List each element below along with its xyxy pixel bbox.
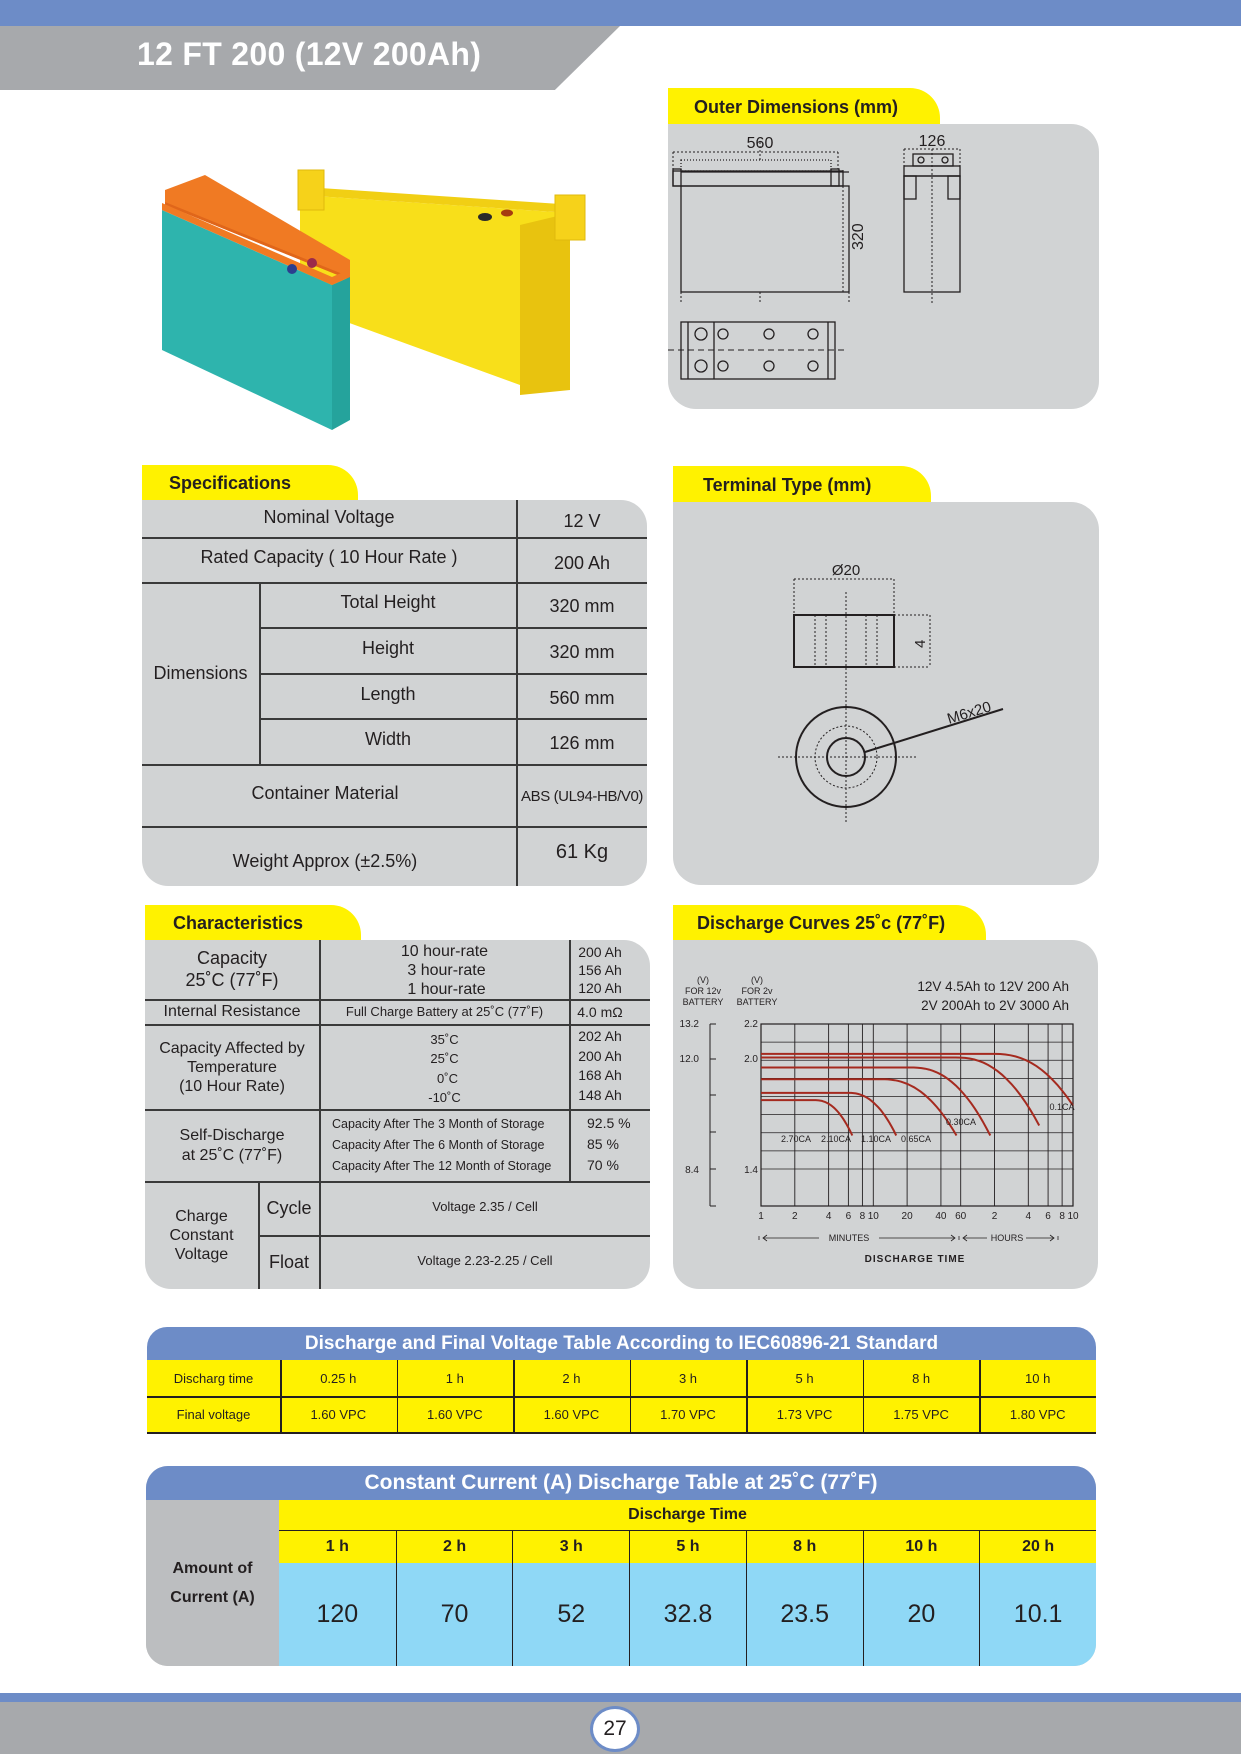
specifications-table [142,500,647,886]
iec-voltage-cell: 1.75 VPC [893,1406,949,1422]
terminal-drawing [673,502,1099,885]
cc-current-cell: 32.8 [629,1563,746,1666]
cc-values-row [279,1563,1096,1666]
weight-label: Weight Approx (±2.5%) [232,850,418,871]
iec-voltage-cell: 1.60 VPC [427,1406,483,1422]
self-discharge-values [570,1110,640,1178]
front-body [681,186,849,292]
cc-current-cell: 10.1 [979,1563,1096,1666]
charge-label-line1: Charge [175,1208,228,1225]
temperature-label-line3: (10 Hour Rate) [179,1078,285,1095]
outer-dimensions-title: Outer Dimensions (mm) [694,96,899,117]
nominal-voltage-value: 12 V [563,510,601,531]
capacity-label [145,944,319,996]
x-tick: 20 [901,1211,913,1222]
iec-row1-label: Discharg time [173,1370,254,1386]
iec-time-cell: 1 h [445,1370,464,1386]
temperature-value: 200 Ah [578,1047,622,1064]
axis12-label-line: BATTERY [682,997,724,1007]
curve-label: 1.10CA [860,1134,892,1144]
cc-current-cell: 120 [316,1600,359,1628]
capacity-value: 200 Ah [578,944,622,960]
self-discharge-condition: Capacity After The 6 Month of Storage [332,1138,545,1152]
nominal-voltage-label: Nominal Voltage [263,506,395,527]
terminal-height-label: 4 [912,639,929,648]
discharge-curves-title: Discharge Curves 25˚c (77˚F) [697,913,946,933]
length-value: 560 mm [549,687,615,708]
terminal-diameter-label: Ø20 [831,562,861,579]
self-discharge-condition: Capacity After The 12 Month of Storage [332,1159,552,1173]
terminal-bolt-label: M6x20 [945,698,994,728]
curve-label: 0.65CA [900,1134,932,1144]
iec-time-cell: 10 h [1025,1370,1051,1386]
temperature-label-line1: Capacity Affected by [159,1040,305,1057]
specifications-title: Specifications [169,473,292,493]
constant-current-table [146,1466,1096,1666]
iec-table-grid [147,1360,1096,1434]
temperature-item: -10˚C [428,1090,461,1105]
weight-value: 61 Kg [555,840,609,863]
terminal-type-title: Terminal Type (mm) [703,474,872,495]
temperature-item: 0˚C [437,1070,458,1086]
x-tick: 2 [792,1211,798,1222]
page-number: 27 [590,1706,640,1752]
top-bar [0,0,1241,26]
height-label: Height [361,637,415,658]
dimensions-label: Dimensions [153,662,248,683]
iec-table-title: Discharge and Final Voltage Table According to IEC60896-21 Standard [147,1327,1096,1360]
cc-hour-cell: 2 h [396,1531,513,1563]
iec-time-cell: 5 h [795,1370,814,1386]
container-material-value: ABS (UL94-HB/V0) [521,787,643,805]
self-discharge-value: 92.5 % [587,1114,631,1131]
x-axis-title: DISCHARGE TIME [864,1254,966,1265]
y12-tick: 8.4 [685,1165,699,1176]
cc-hour-cell: 3 h [512,1531,629,1563]
cc-side-line1: Amount of [172,1560,253,1577]
page-title: 12 FT 200 (12V 200Ah) [137,36,482,72]
hours-label: HOURS [990,1233,1024,1243]
y12-tick: 13.2 [679,1019,699,1030]
temperature-value: 148 Ah [578,1086,622,1103]
temperature-item: 35˚C [430,1031,459,1047]
capacity-label-line2: 25˚C (77˚F) [185,970,279,990]
curve-label: 2.70CA [780,1134,812,1144]
x-tick: 10 [1067,1211,1079,1222]
internal-resistance-condition: Full Charge Battery at 25˚C (77˚F) [345,1004,544,1020]
discharge-curve [761,1079,957,1135]
height-value: 320 mm [549,641,615,662]
charge-label-line3: Voltage [174,1246,229,1263]
x-tick: 60 [955,1211,967,1222]
minutes-label: MINUTES [828,1233,870,1243]
cc-hours-row [279,1531,1096,1563]
characteristics-tab [145,905,361,942]
x-tick: 10 [867,1211,879,1222]
outer-dimensions-drawing [668,124,1099,409]
outer-dimensions-panel [668,124,1099,409]
rated-capacity-value: 200 Ah [553,552,611,573]
iec-row2-label: Final voltage [176,1406,251,1422]
internal-resistance-label: Internal Resistance [163,1003,301,1021]
total-height-value: 320 mm [549,596,615,616]
cc-table-title: Constant Current (A) Discharge Table at 25˚C (77˚F) [146,1466,1096,1500]
x-tick: 2 [991,1211,998,1222]
iec-time-cell: 0.25 h [320,1370,357,1386]
charge-cycle-label: Cycle [266,1197,312,1218]
iec-voltage-cell: 1.60 VPC [310,1406,367,1422]
charge-float-label: Float [268,1251,310,1272]
charge-float-value: Voltage 2.23-2.25 / Cell [417,1253,553,1269]
axis12-label-line: (V) [697,975,709,985]
cc-hour-cell: 20 h [979,1531,1096,1563]
temperature-label [145,1026,319,1109]
x-tick: 8 [859,1211,866,1222]
cc-current-cell: 70 [396,1563,513,1666]
container-material-label: Container Material [251,782,399,803]
axis2-label-line: BATTERY [736,997,778,1007]
x-tick: 1 [758,1211,764,1222]
length-label: 560 [746,135,774,152]
characteristics-title: Characteristics [173,913,304,933]
outer-dimensions-tab [668,88,940,126]
characteristics-table [145,940,650,1289]
iec-time-cell: 3 h [678,1370,698,1386]
footer-line [0,1693,1241,1702]
axis12-label-line: FOR 12v [684,986,722,996]
width-label: Width [364,728,411,749]
temperature-value: 168 Ah [578,1067,622,1083]
x-tick: 8 [1059,1211,1065,1222]
capacity-value: 156 Ah [578,962,622,978]
y12-tick: 12.0 [679,1054,699,1065]
curve-label: 0.30CA [945,1117,977,1127]
temperature-label-line2: Temperature [187,1059,277,1076]
x-tick: 6 [1045,1211,1051,1222]
self-discharge-condition: Capacity After The 3 Month of Storage [332,1117,545,1131]
temperature-item: 25˚C [430,1051,459,1066]
curve-label: 2.10CA [820,1134,852,1144]
capacity-label-line1: Capacity [196,948,268,969]
terminal-type-tab [673,466,931,504]
product-image [150,165,590,435]
cc-hour-cell: 1 h [325,1538,349,1555]
self-discharge-label-line1: Self-Discharge [179,1126,285,1144]
self-discharge-value: 85 % [587,1135,619,1152]
iec-voltage-cell: 1.70 VPC [660,1406,716,1422]
x-tick: 6 [845,1211,852,1222]
specifications-tab [142,465,358,502]
height-label: 320 [850,223,867,250]
charge-label [145,1182,258,1289]
self-discharge-label [145,1110,319,1181]
axis2-label-line: (V) [751,975,763,985]
y2-tick: 1.4 [744,1165,758,1176]
self-discharge-label-line2: at 25˚C (77˚F) [181,1146,283,1164]
temperature-values [570,1026,630,1106]
discharge-curve [761,1100,852,1135]
iec-time-cell: 8 h [912,1370,931,1386]
iec-table [147,1327,1096,1434]
iec-voltage-cell: 1.80 VPC [1009,1406,1066,1422]
self-discharge-value: 70 % [587,1156,619,1173]
chart-note: 2V 200Ah to 2V 3000 Ah [921,998,1069,1013]
x-tick: 4 [1025,1211,1032,1222]
cc-side-label [146,1500,279,1666]
discharge-curves-panel [673,940,1098,1289]
curve-label: 0.1CA [1049,1102,1075,1112]
y2-tick: 2.0 [744,1054,758,1065]
iec-voltage-cell: 1.60 VPC [543,1406,600,1422]
iec-voltage-cell: 1.73 VPC [776,1406,833,1422]
y2-tick: 2.2 [744,1019,758,1030]
chart-note: 12V 4.5Ah to 12V 200 Ah [917,979,1069,994]
discharge-curves-chart [673,940,1098,1289]
capacity-values [570,942,630,998]
internal-resistance-value: 4.0 mΩ [577,1003,623,1020]
temperature-list [320,1028,569,1109]
x-tick: 4 [825,1211,832,1222]
capacity-rate: 10 hour-rate [400,942,489,960]
cc-hour-cell: 10 h [863,1531,980,1563]
width-value: 126 mm [549,732,615,753]
cc-discharge-time-label: Discharge Time [279,1500,1096,1531]
iec-time-cell: 2 h [562,1370,581,1386]
discharge-curves-tab [673,905,986,942]
cc-hour-cell: 5 h [629,1531,746,1563]
temperature-value: 202 Ah [578,1028,622,1044]
cc-current-cell: 52 [512,1563,629,1666]
capacity-rate: 1 hour-rate [407,980,486,998]
capacity-rate: 3 hour-rate [407,961,486,979]
cc-side-line2: Current (A) [170,1589,255,1606]
total-height-label: Total Height [340,591,436,612]
capacity-value: 120 Ah [578,980,622,996]
self-discharge-conditions [320,1110,569,1181]
capacity-rates [320,941,569,999]
cc-current-cell: 23.5 [746,1563,863,1666]
width-label: 126 [918,133,946,150]
iec-rule [147,1432,1096,1434]
charge-label-line2: Constant [169,1227,234,1244]
charge-cycle-value: Voltage 2.35 / Cell [432,1199,538,1215]
terminal-type-panel [673,502,1099,885]
length-label: Length [360,683,416,704]
x-tick: 40 [935,1211,947,1222]
rated-capacity-label: Rated Capacity ( 10 Hour Rate ) [200,546,458,567]
cc-hour-cell: 8 h [746,1531,863,1563]
cc-current-cell: 20 [863,1563,980,1666]
axis2-label-line: FOR 2v [741,986,773,996]
